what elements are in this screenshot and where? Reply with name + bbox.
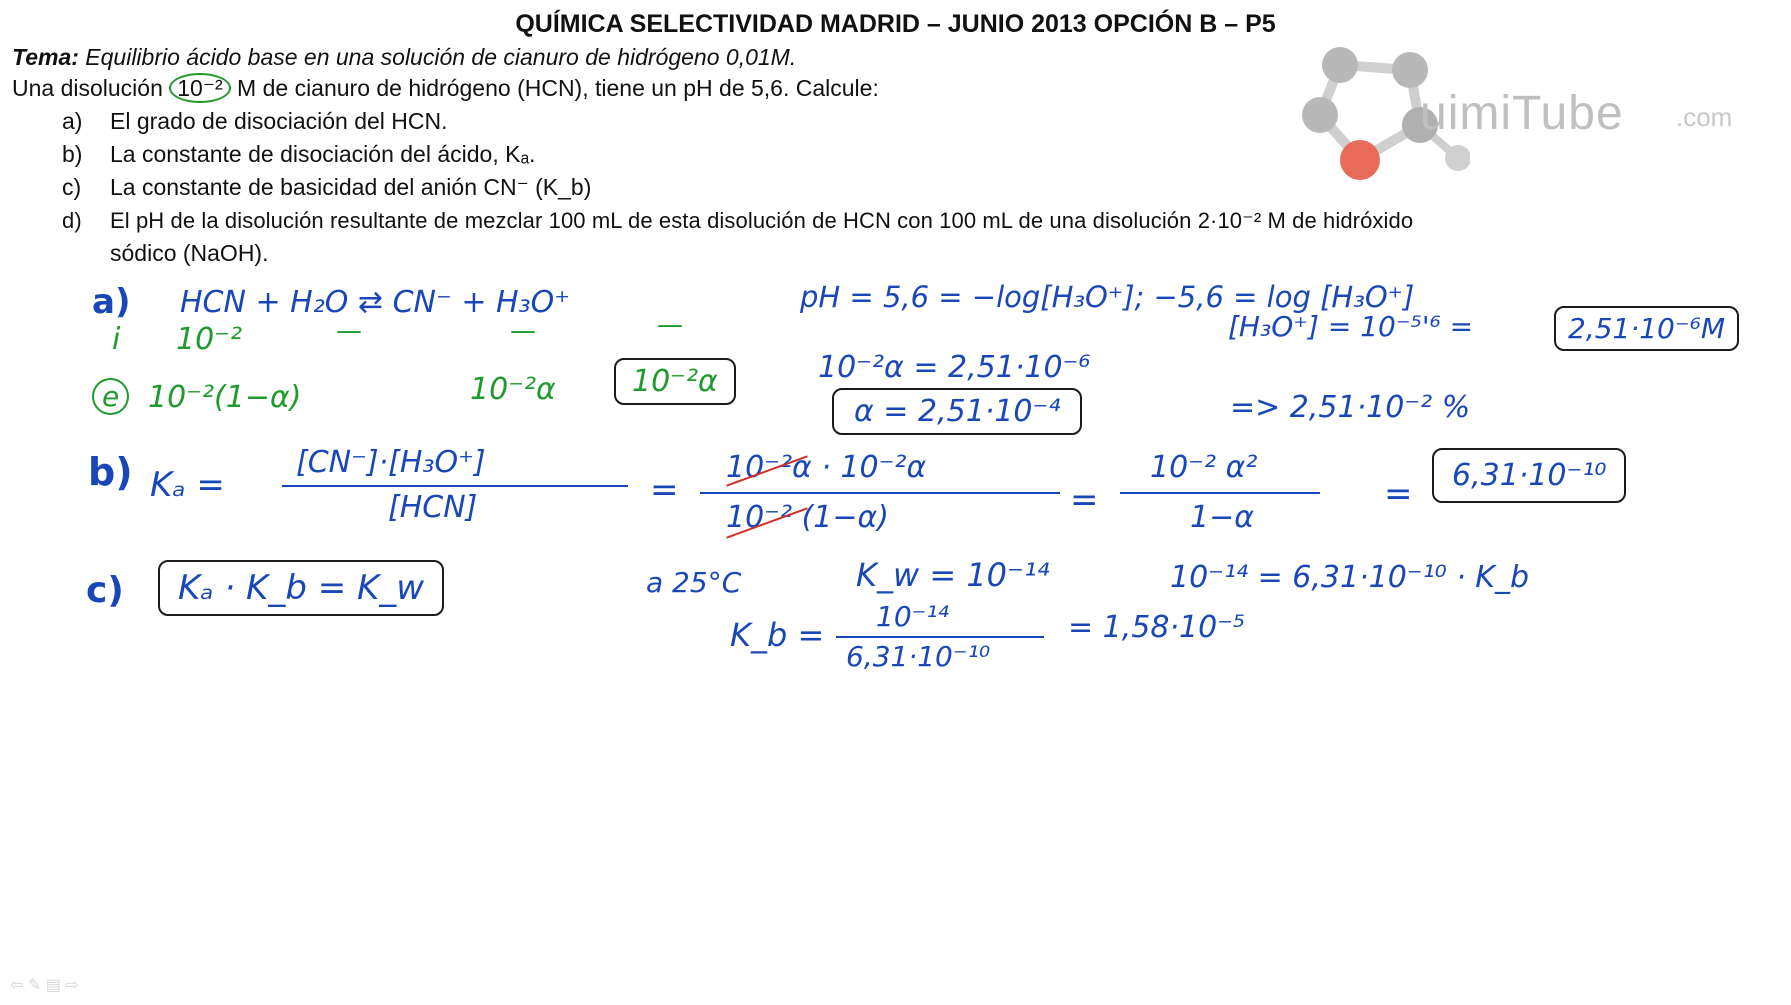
question-text: El pH de la disolución resultante de mezclar 100 mL de esta disolución de HCN con 100 mL de una disolución 2·10⁻² M de hidróxido: [110, 208, 1414, 233]
ka-denominator: [HCN]: [388, 490, 478, 525]
tema-text: Equilibrio ácido base en una solución de cianuro de hidrógeno 0,01M.: [85, 44, 797, 70]
question-a: [62, 108, 448, 135]
intro-text-b: M de cianuro de hidrógeno (HCN), tiene un pH de 5,6. Calcule:: [230, 75, 879, 101]
ka-result-boxed: 6,31·10⁻¹⁰: [1432, 448, 1626, 503]
tema-line: [12, 44, 796, 71]
question-letter: b): [62, 141, 83, 167]
logo-suffix: .com: [1676, 102, 1733, 132]
pen-icon[interactable]: ✎: [27, 977, 42, 994]
kw-equation: 10⁻¹⁴ = 6,31·10⁻¹⁰ · K_b: [1170, 560, 1529, 595]
fraction3-bar: [1120, 492, 1320, 494]
prev-slide-icon[interactable]: ⇦: [10, 977, 24, 994]
initial-dash-h3o: —: [657, 310, 683, 340]
reaction-equation: HCN + H₂O ⇄ CN⁻ + H₃O⁺: [180, 285, 571, 320]
question-letter: a): [62, 108, 83, 134]
fraction2-numerator: 10⁻²α · 10⁻²α: [726, 450, 927, 485]
initial-label: i: [112, 322, 121, 357]
equilibrium-h3o-boxed: 10⁻²α: [614, 358, 736, 405]
ka-numerator: [CN⁻]·[H₃O⁺]: [296, 445, 486, 480]
h3o-result-boxed: 2,51·10⁻⁶M: [1554, 306, 1739, 351]
h3o-equation: [H₃O⁺] = 10⁻⁵'⁶ =: [1228, 310, 1474, 343]
question-d-continued: sódico (NaOH).: [110, 240, 269, 266]
question-text: La constante de basicidad del anión CN⁻ (K_b): [110, 174, 592, 200]
menu-icon[interactable]: ▤: [45, 977, 61, 994]
initial-dash-h2o: —: [336, 316, 362, 346]
equilibrium-hcn: 10⁻²(1−α): [148, 380, 302, 415]
equilibrium-cn: 10⁻²α: [470, 372, 556, 407]
problem-intro: [12, 75, 879, 102]
slide-nav-icons[interactable]: [10, 975, 79, 995]
alpha-result-boxed: α = 2,51·10⁻⁴: [832, 388, 1082, 435]
initial-value: 10⁻²: [176, 322, 243, 357]
alpha-equation: 10⁻²α = 2,51·10⁻⁶: [818, 350, 1091, 385]
question-letter: c): [62, 174, 82, 200]
kb-result: = 1,58·10⁻⁵: [1068, 610, 1246, 645]
ph-equation: pH = 5,6 = −log[H₃O⁺]; −5,6 = log [H₃O⁺]: [800, 280, 1415, 314]
ka-kb-kw-boxed: Kₐ · K_b = K_w: [158, 560, 444, 616]
tema-label: Tema:: [12, 44, 79, 70]
intro-text-a: Una disolución: [12, 75, 170, 101]
kb-symbol: K_b =: [730, 616, 825, 654]
alpha-percent: => 2,51·10⁻² %: [1230, 390, 1471, 425]
initial-dash-cn: —: [510, 316, 536, 346]
equals-2: =: [1070, 480, 1099, 520]
part-c-label: c): [86, 570, 124, 611]
part-a-label: a): [92, 282, 131, 322]
kw-value: K_w = 10⁻¹⁴: [856, 556, 1050, 594]
kb-denominator: 6,31·10⁻¹⁰: [846, 640, 991, 673]
fraction2-bar: [700, 492, 1060, 494]
kb-numerator: 10⁻¹⁴: [876, 600, 949, 633]
question-c: [62, 174, 591, 201]
intro-concentration: 10⁻²: [169, 73, 230, 103]
logo-text: uimiTube: [1420, 87, 1624, 140]
question-b: [62, 141, 535, 168]
kb-fraction-bar: [836, 636, 1044, 638]
fraction2-denominator: 10⁻² (1−α): [726, 500, 889, 535]
question-letter: d): [62, 208, 82, 233]
fraction3-numerator: 10⁻² α²: [1150, 450, 1258, 485]
equals-3: =: [1384, 474, 1413, 514]
ka-fraction-bar: [282, 485, 628, 487]
ka-symbol: Kₐ =: [150, 465, 225, 505]
question-d: [62, 208, 1413, 234]
equilibrium-label: e: [92, 378, 129, 415]
page-title: QUÍMICA SELECTIVIDAD MADRID – JUNIO 2013 OPCIÓN B – P5: [515, 10, 1276, 38]
question-text: La constante de disociación del ácido, Kₐ.: [110, 141, 536, 167]
part-b-label: b): [88, 450, 133, 494]
equals-1: =: [650, 470, 679, 510]
fraction3-denominator: 1−α: [1190, 500, 1254, 535]
temperature-note: a 25°C: [646, 566, 742, 599]
question-text: El grado de disociación del HCN.: [110, 108, 448, 134]
next-slide-icon[interactable]: ⇨: [65, 977, 79, 994]
